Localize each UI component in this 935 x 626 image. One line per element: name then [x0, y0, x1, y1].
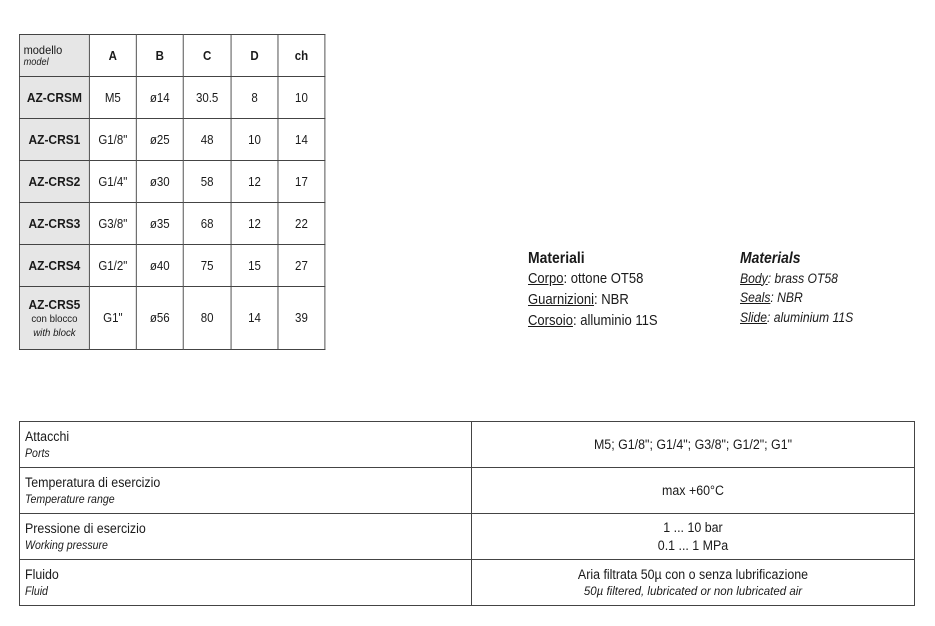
model-header-en: model [23, 57, 49, 68]
table-row [19, 245, 324, 287]
table-cell: 22 [278, 203, 325, 245]
material-key: Corpo [528, 271, 564, 287]
materials-en-item [740, 269, 853, 289]
table-cell: ø14 [136, 77, 183, 119]
material-key: Body [740, 270, 768, 286]
table-cell: ø30 [136, 161, 183, 203]
table-cell: 75 [183, 245, 231, 287]
column-header-b: B [136, 35, 183, 77]
spec-label-cell [20, 422, 472, 468]
table-cell: 14 [231, 287, 278, 350]
table-cell: G1/2" [89, 245, 136, 287]
table-cell: 17 [278, 161, 325, 203]
material-value: : NBR [594, 292, 629, 308]
material-value: : NBR [770, 290, 803, 305]
materials-en-item [740, 308, 853, 328]
table-cell: ø35 [136, 203, 183, 245]
specs-row [20, 468, 915, 514]
model-name: AZ-CRSM [19, 77, 89, 119]
spec-label-cell [20, 560, 472, 606]
material-key: Corsoio [528, 313, 573, 329]
table-header-row [19, 35, 324, 77]
table-row [19, 119, 324, 161]
spec-label: Attacchi [25, 428, 70, 444]
materials-en [740, 249, 853, 327]
column-header-c: C [183, 35, 231, 77]
table-cell: 27 [278, 245, 325, 287]
model-name: AZ-CRS3 [19, 203, 89, 245]
spec-label-en: Ports [25, 447, 50, 460]
spec-label: Temperatura di esercizio [25, 474, 161, 490]
column-header-a: A [89, 35, 136, 77]
spec-label-cell [20, 514, 472, 560]
models-table [19, 34, 325, 350]
materials-it-title: Materiali [528, 250, 585, 267]
material-value: : alluminio 11S [572, 313, 658, 329]
materials-it-item [528, 290, 658, 311]
spec-value-secondary: 0.1 ... 1 MPa [657, 537, 729, 553]
table-cell: G1/4" [89, 161, 136, 203]
table-cell: 14 [278, 119, 325, 161]
model-note-en: with block [33, 326, 76, 339]
materials-en-item [740, 288, 853, 308]
table-cell: 30.5 [183, 77, 231, 119]
table-cell: 80 [183, 287, 231, 350]
table-cell: 48 [183, 119, 231, 161]
spec-value-cell [472, 560, 915, 606]
spec-label-en: Working pressure [25, 539, 108, 552]
table-row [19, 77, 324, 119]
model-name: AZ-CRS4 [19, 245, 89, 287]
spec-label-en: Fluid [25, 585, 48, 598]
spec-value: 1 ... 10 bar [663, 519, 723, 535]
spec-value-en: 50µ filtered, lubricated or non lubricated air [583, 585, 803, 598]
spec-value: Aria filtrata 50µ con o senza lubrificazione [577, 566, 809, 582]
spec-label-en: Temperature range [25, 493, 115, 506]
table-row [19, 161, 324, 203]
material-key: Seals [740, 290, 771, 305]
spec-label: Fluido [25, 566, 59, 582]
materials-it-item [528, 269, 658, 290]
table-cell: ø56 [136, 287, 183, 350]
table-cell: G1" [89, 287, 136, 350]
table-row [19, 203, 324, 245]
table-cell: G1/8" [89, 119, 136, 161]
spec-value-cell [472, 468, 915, 514]
table-row [19, 287, 324, 350]
table-cell: 12 [231, 161, 278, 203]
model-name: AZ-CRS1 [19, 119, 89, 161]
table-cell: 39 [278, 287, 325, 350]
column-header-ch: ch [278, 35, 325, 77]
table-cell: M5 [89, 77, 136, 119]
material-value: : brass OT58 [767, 270, 838, 286]
table-cell: ø25 [136, 119, 183, 161]
model-name: AZ-CRS2 [19, 161, 89, 203]
specs-row [20, 422, 915, 468]
materials-it-item [528, 311, 658, 332]
material-key: Slide [740, 309, 768, 325]
column-header-d: D [231, 35, 278, 77]
table-cell: 58 [183, 161, 231, 203]
table-cell: 15 [231, 245, 278, 287]
table-cell: 68 [183, 203, 231, 245]
table-cell: G3/8" [89, 203, 136, 245]
model-name-cell [19, 287, 89, 350]
spec-value: max +60°C [662, 482, 724, 498]
model-name: AZ-CRS5 [28, 296, 81, 312]
table-cell: ø40 [136, 245, 183, 287]
material-value: : ottone OT58 [563, 271, 644, 287]
table-cell: 10 [278, 77, 325, 119]
model-column-header [19, 35, 89, 77]
spec-label-cell [20, 468, 472, 514]
spec-value: M5; G1/8"; G1/4"; G3/8"; G1/2"; G1" [593, 436, 793, 452]
specs-row [20, 560, 915, 606]
material-value: : aluminium 11S [767, 309, 854, 325]
model-header-it: modello [23, 43, 63, 57]
spec-value-cell [472, 422, 915, 468]
material-key: Guarnizioni [528, 292, 595, 308]
table-cell: 10 [231, 119, 278, 161]
table-cell: 12 [231, 203, 278, 245]
table-cell: 8 [231, 77, 278, 119]
model-note-it: con blocco [31, 312, 78, 325]
specs-row [20, 514, 915, 560]
spec-label: Pressione di esercizio [25, 520, 146, 536]
materials-en-title: Materials [740, 250, 801, 267]
specs-table [19, 421, 915, 606]
spec-value-cell [472, 514, 915, 560]
materials-it [528, 248, 658, 332]
